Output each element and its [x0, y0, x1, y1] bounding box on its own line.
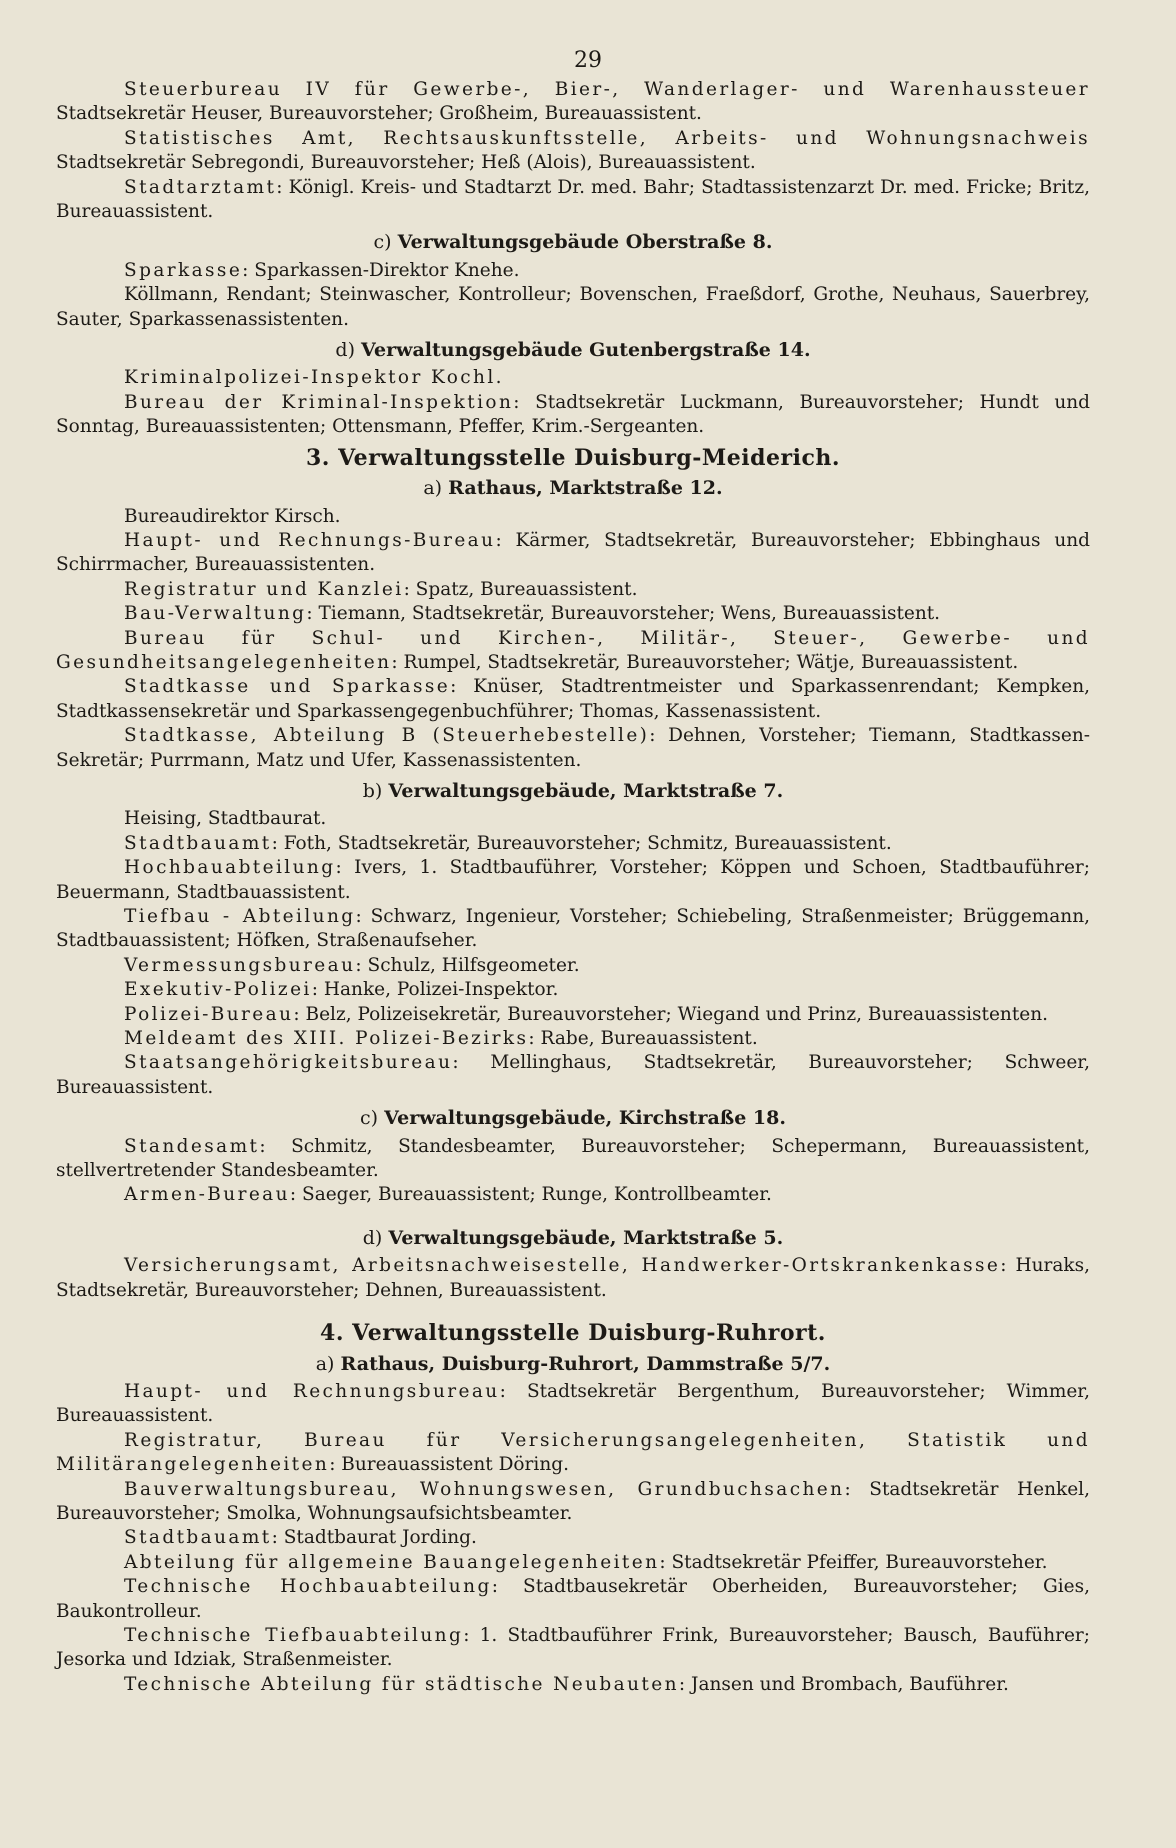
subsection-title: Verwaltungsgebäude, Kirchstraße 18.	[384, 1107, 786, 1130]
separator: :	[528, 1028, 535, 1050]
separator: :	[844, 1478, 851, 1500]
entry-paragraph	[56, 905, 1090, 954]
office-name: Versicherungsamt, Arbeitsnachweisestelle, Handwerker-Ortskrankenkasse	[124, 1255, 1001, 1277]
entry-paragraph	[56, 127, 1090, 176]
subsection-label: c)	[373, 231, 392, 254]
staff-list: Stadtsekretär Luckmann, Bureauvorsteher; Hundt und Sonntag, Bureauassistenten; Ottensmann, Pfeffer, Krim.-Sergeanten.	[56, 391, 1090, 438]
staff-list: Ivers, 1. Stadtbauführer, Vorsteher; Köppen und Schoen, Stadtbauführer; Beuermann, Stadtbauassistent.	[56, 857, 1090, 903]
entry-paragraph	[56, 529, 1090, 578]
separator: :	[271, 1527, 278, 1549]
separator: :	[271, 832, 278, 854]
staff-list: Stadtsekretär Bergenthum, Bureauvorsteher; Wimmer, Bureauassistent.	[56, 1380, 1091, 1427]
office-name: Bureau der Kriminal-Inspektion	[124, 391, 514, 413]
entry-paragraph	[56, 1051, 1090, 1100]
office-name: Registratur, Bureau für Versicherungsangelegenheiten, Statistik und Militärangelegenheiten	[56, 1429, 1090, 1476]
office-name: Technische Abteilung für städtische Neubauten	[124, 1673, 679, 1695]
staff-list: Stadtbaurat Jording.	[277, 1527, 477, 1549]
office-name: Technische Hochbauabteilung	[124, 1576, 492, 1598]
staff-list: Rumpel, Stadtsekretär, Bureauvorsteher; Wätje, Bureauassistent.	[397, 651, 1019, 673]
subsection-heading	[56, 1226, 1090, 1250]
separator: :	[649, 725, 656, 747]
staff-list: Königl. Kreis- und Stadtarzt Dr. med. Bahr; Stadtassistenzarzt Dr. med. Fricke; Britz, Bureauassistent.	[56, 176, 1090, 223]
separator: :	[1000, 1255, 1007, 1277]
staff-list: Stadtsekretär Heuser, Bureauvorsteher; Großheim, Bureauassistent.	[56, 103, 702, 125]
staff-list: Stadtsekretär Pfeiffer, Bureauvorsteher.	[665, 1551, 1048, 1573]
entry-paragraph	[56, 176, 1090, 225]
staff-list: Bureaudirektor Kirsch.	[124, 505, 341, 527]
separator: :	[242, 259, 249, 281]
entry-paragraph	[56, 1673, 1090, 1697]
entry-paragraph	[56, 578, 1090, 602]
staff-list: Huraks, Stadtsekretär, Bureauvorsteher; Dehnen, Bureauassistent.	[56, 1255, 1091, 1301]
staff-list: Rabe, Bureauassistent.	[534, 1028, 758, 1050]
entry-paragraph	[56, 1003, 1090, 1027]
spacer	[56, 1208, 1090, 1220]
office-name: Bau-Verwaltung	[124, 603, 307, 625]
staff-list: Stadtsekretär Henkel, Bureauvorsteher; Smolka, Wohnungsaufsichtsbeamter.	[56, 1478, 1090, 1524]
subsection-label: c)	[360, 1107, 379, 1130]
separator: :	[495, 529, 502, 551]
separator: :	[452, 1052, 459, 1074]
staff-list: Heising, Stadtbaurat.	[124, 808, 327, 830]
subsection-title: Rathaus, Duisburg-Ruhrort, Dammstraße 5/7.	[340, 1352, 831, 1375]
subsection-label: a)	[423, 477, 443, 500]
entry-paragraph	[56, 1575, 1090, 1624]
staff-list: Foth, Stadtsekretär, Bureauvorsteher; Schmitz, Bureauassistent.	[277, 832, 892, 854]
entry-paragraph	[56, 1624, 1090, 1673]
office-name: Stadtkasse und Sparkasse	[124, 676, 451, 698]
entry-paragraph	[56, 1478, 1090, 1527]
entry-paragraph	[56, 627, 1090, 676]
page-content	[56, 78, 1090, 1697]
page-number: 29	[574, 48, 602, 73]
entry-paragraph	[56, 366, 1090, 390]
subsection-heading	[56, 1106, 1090, 1130]
entry-paragraph	[56, 1135, 1090, 1184]
staff-list: Schmitz, Standesbeamter, Bureauvorsteher; Schepermann, Bureauassistent, stellvertretender Standesbeamter.	[56, 1135, 1090, 1182]
office-name: Exekutiv-Polizei	[124, 979, 312, 1001]
entry-paragraph	[56, 675, 1090, 724]
office-name: Sparkasse	[124, 259, 243, 281]
staff-list: Kärmer, Stadtsekretär, Bureauvorsteher; Ebbinghaus und Schirrmacher, Bureauassistenten.	[56, 529, 1090, 576]
separator: :	[355, 906, 362, 927]
entry-paragraph	[56, 259, 1090, 283]
entry-paragraph	[56, 1183, 1090, 1207]
subsection-heading	[56, 476, 1090, 500]
staff-list: Dehnen, Vorsteher; Tiemann, Stadtkassen-Sekretär; Purrmann, Matz und Ufer, Kassenassistenten.	[56, 725, 1091, 771]
entry-paragraph	[56, 807, 1090, 831]
entry-paragraph	[56, 602, 1090, 626]
separator: :	[450, 676, 457, 698]
entry-paragraph	[56, 1380, 1090, 1429]
office-name: Registratur und Kanzlei	[124, 578, 404, 600]
entry-paragraph	[56, 954, 1090, 978]
staff-list: Mellinghaus, Stadtsekretär, Bureauvorsteher; Schweer, Bureauassistent.	[56, 1052, 1090, 1098]
separator: :	[403, 578, 410, 600]
office-name: Vermessungsbureau	[124, 954, 356, 976]
subsection-title: Verwaltungsgebäude Oberstraße 8.	[397, 231, 773, 254]
entry-paragraph	[56, 78, 1090, 127]
subsection-heading	[56, 1352, 1090, 1376]
office-name: Haupt- und Rechnungsbureau	[124, 1380, 500, 1402]
separator: :	[329, 1454, 336, 1476]
separator: :	[293, 1003, 300, 1025]
separator: :	[513, 391, 520, 413]
subsection-label: b)	[362, 779, 383, 802]
staff-list: 1. Stadtbauführer Frink, Bureauvorsteher; Bausch, Bauführer; Jesorka und Idziak, Straßenmeister.	[56, 1624, 1090, 1671]
office-name: Statistisches Amt, Rechtsauskunftsstelle, Arbeits- und Wohnungsnachweis	[124, 127, 1090, 149]
staff-list: Schulz, Hilfsgeometer.	[361, 954, 580, 976]
office-name: Staatsangehörigkeitsbureau	[124, 1052, 453, 1074]
staff-list: Köllmann, Rendant; Steinwascher, Kontrolleur; Bovenschen, Fraeßdorf, Grothe, Neuhaus, Sauerbrey, Sauter, Sparkassenassistenten.	[56, 284, 1090, 330]
subsection-title: Verwaltungsgebäude, Marktstraße 7.	[388, 779, 784, 802]
subsection-heading	[56, 338, 1090, 362]
spacer	[56, 1303, 1090, 1315]
separator: :	[499, 1380, 506, 1402]
entry-paragraph	[56, 832, 1090, 856]
staff-list: Tiemann, Stadtsekretär, Bureauvorsteher; Wens, Bureauassistent.	[312, 603, 941, 625]
entry-paragraph	[56, 856, 1090, 905]
entry-paragraph	[56, 978, 1090, 1002]
subsection-title: Verwaltungsgebäude Gutenbergstraße 14.	[361, 339, 811, 362]
separator: :	[335, 857, 342, 879]
subsection-title: Verwaltungsgebäude, Marktstraße 5.	[388, 1226, 784, 1249]
office-name: Hochbauabteilung	[124, 857, 336, 879]
subsection-heading	[56, 230, 1090, 254]
separator: :	[276, 176, 283, 198]
staff-list: Sparkassen-Direktor Knehe.	[248, 259, 520, 281]
separator: :	[289, 1184, 297, 1206]
separator: :	[306, 603, 313, 625]
entry-paragraph	[56, 505, 1090, 529]
subsection-label: d)	[335, 339, 355, 362]
office-name: Armen-Bureau	[124, 1184, 290, 1206]
section-heading: 4. Verwaltungsstelle Duisburg-Ruhrort.	[320, 1320, 826, 1347]
office-name: Standesamt	[124, 1135, 260, 1157]
section-heading: 3. Verwaltungsstelle Duisburg-Meiderich.	[305, 444, 841, 471]
entry-paragraph	[56, 1551, 1090, 1575]
staff-list: Hanke, Polizei-Inspektor.	[317, 979, 559, 1001]
separator: :	[311, 979, 318, 1001]
separator: :	[678, 1673, 686, 1695]
office-name: Haupt- und Rechnungs-Bureau	[124, 529, 496, 551]
subsection-heading	[56, 779, 1090, 803]
entry-paragraph	[56, 1254, 1090, 1303]
separator: :	[463, 1624, 470, 1646]
separator: :	[391, 651, 398, 673]
staff-list: Knüser, Stadtrentmeister und Sparkassenrendant; Kempken, Stadtkassensekretär und Sparkassengegenbuchführer; Thomas, Kassenassistent.	[56, 676, 1090, 722]
staff-list: Spatz, Bureauassistent.	[409, 578, 638, 600]
office-name: Stadtkasse, Abteilung B (Steuerhebestelle)	[124, 725, 650, 747]
staff-list: Schwarz, Ingenieur, Vorsteher; Schiebeling, Straßenmeister; Brüggemann, Stadtbauassistent; Höfken, Straßenaufseher.	[56, 906, 1090, 952]
office-name: Steuerbureau IV für Gewerbe-, Bier-, Wanderlager- und Warenhaussteuer	[124, 79, 1090, 100]
subsection-label: d)	[362, 1226, 383, 1249]
staff-list: Stadtbausekretär Oberheiden, Bureauvorsteher; Gies, Baukontrolleur.	[56, 1576, 1091, 1622]
subsection-title: Rathaus, Marktstraße 12.	[448, 477, 723, 500]
separator: :	[259, 1135, 266, 1157]
entry-paragraph	[56, 1429, 1090, 1478]
entry-paragraph	[56, 724, 1090, 773]
staff-list: Stadtsekretär Sebregondi, Bureauvorsteher; Heß (Alois), Bureauassistent.	[56, 152, 756, 174]
office-name: Technische Tiefbauabteilung	[124, 1624, 464, 1646]
office-name: Stadtbauamt	[124, 1527, 272, 1549]
staff-list: Jansen und Brombach, Bauführer.	[685, 1673, 1009, 1695]
staff-list: Saeger, Bureauassistent; Runge, Kontrollbeamter.	[296, 1184, 772, 1206]
entry-paragraph	[56, 1027, 1090, 1051]
office-name: Tiefbau - Abteilung	[124, 906, 356, 927]
separator: :	[491, 1576, 498, 1598]
office-name: Stadtarztamt	[124, 176, 277, 198]
separator: :	[355, 954, 362, 976]
subsection-label: a)	[315, 1352, 335, 1375]
separator: :	[659, 1551, 666, 1573]
staff-list: Bureauassistent Döring.	[335, 1454, 569, 1476]
office-name: Polizei-Bureau	[124, 1003, 294, 1025]
entry-paragraph	[56, 283, 1090, 332]
entry-paragraph	[56, 1526, 1090, 1550]
office-name: Kriminalpolizei-Inspektor Kochl.	[124, 367, 504, 389]
office-name: Bauverwaltungsbureau, Wohnungswesen, Grundbuchsachen	[124, 1478, 845, 1500]
office-name: Stadtbauamt	[124, 832, 272, 854]
office-name: Bureau für Schul- und Kirchen-, Militär-, Steuer-, Gewerbe- und Gesundheitsangelegenheiten	[56, 627, 1090, 673]
staff-list: Belz, Polizeisekretär, Bureauvorsteher; Wiegand und Prinz, Bureauassistenten.	[299, 1003, 1049, 1025]
office-name: Abteilung für allgemeine Bauangelegenheiten	[124, 1551, 660, 1573]
office-name: Meldeamt des XIII. Polizei-Bezirks	[124, 1028, 529, 1050]
entry-paragraph	[56, 391, 1090, 440]
